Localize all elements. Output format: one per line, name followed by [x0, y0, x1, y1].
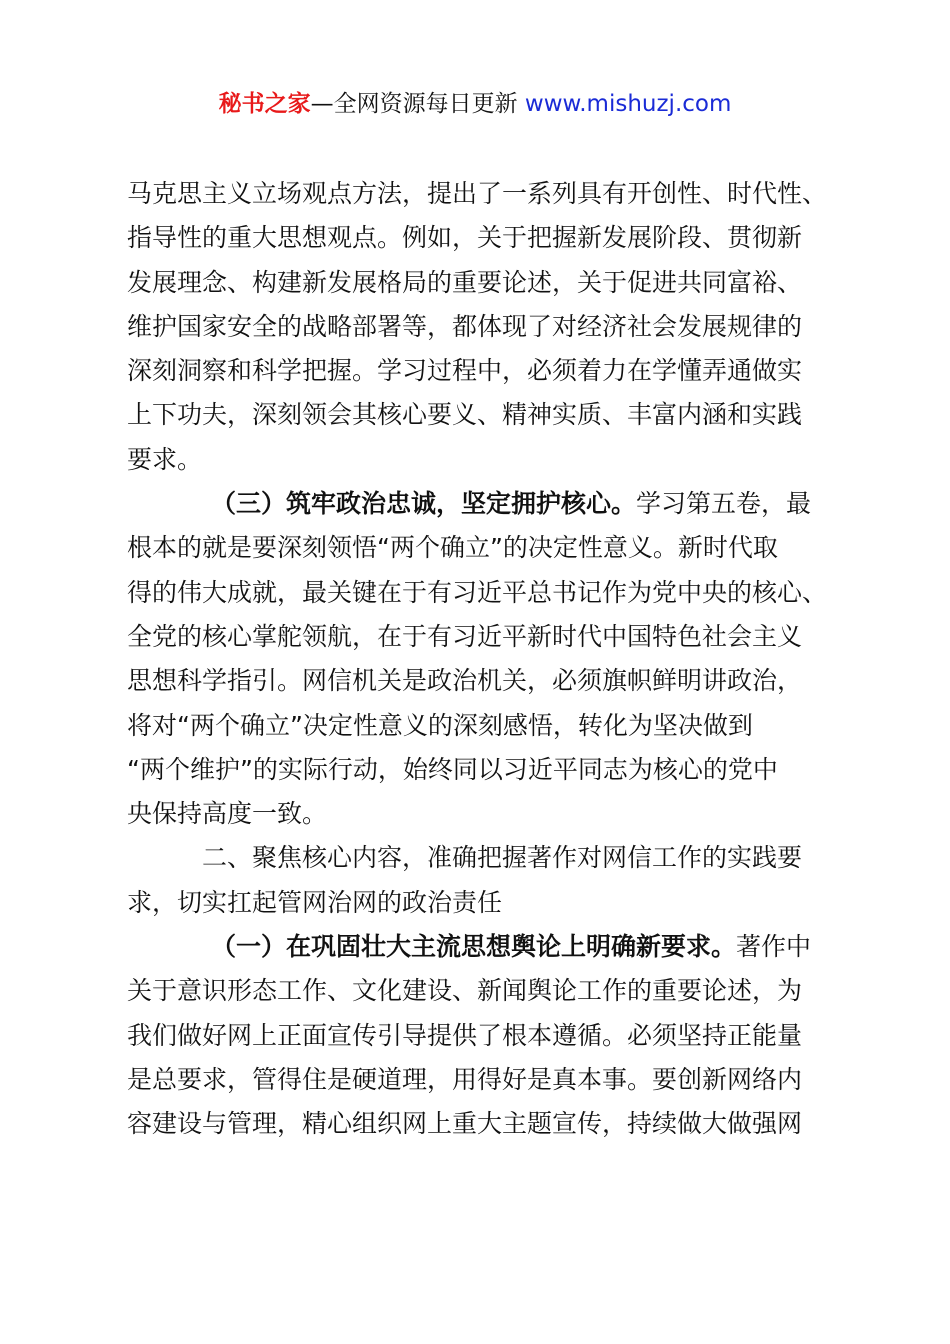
text-line: 要求。: [127, 444, 203, 474]
text-line: 深刻洞察和科学把握。学习过程中，必须着力在学懂弄通做实: [127, 356, 803, 386]
text-line: “两个维护”的实际行动，始终同以习近平同志为核心的党中: [127, 754, 778, 784]
text-line: 我们做好网上正面宣传引导提供了根本遵循。必须坚持正能量: [127, 1020, 803, 1050]
text-line: 马克思主义立场观点方法，提出了一系列具有开创性、时代性、: [127, 179, 828, 208]
text-line: [127, 925, 847, 969]
text-line: 容建设与管理，精心组织网上重大主题宣传，持续做大做强网: [127, 1109, 803, 1139]
text-line: 求，切实扛起管网治网的政治责任: [127, 887, 503, 917]
text-line: 是总要求，管得住是硬道理，用得好是真本事。要创新网络内: [127, 1064, 803, 1094]
text-line: [127, 482, 847, 526]
text-line: 央保持高度一致。: [127, 799, 328, 829]
header-tagline: —全网资源每日更新: [310, 91, 518, 117]
paragraph-1: [127, 172, 847, 482]
text-fragment: 著作中: [736, 932, 812, 962]
paragraph-3: [127, 925, 847, 1146]
text-line: 得的伟大成就，最关键在于有习近平总书记作为党中央的核心、: [127, 577, 828, 607]
text-fragment: 学习第五卷，最: [636, 489, 812, 519]
section-heading-1: （一）在巩固壮大主流思想舆论上明确新要求。: [211, 932, 737, 962]
page-header: [0, 88, 950, 120]
text-line: 上下功夫，深刻领会其核心要义、精神实质、丰富内涵和实践: [127, 400, 803, 430]
text-line: 根本的就是要深刻领悟“两个确立”的决定性意义。新时代取: [127, 533, 778, 563]
section-heading-2: [127, 836, 847, 925]
text-line: 发展理念、构建新发展格局的重要论述，关于促进共同富裕、: [127, 267, 803, 297]
text-line: 维护国家安全的战略部署等，都体现了对经济社会发展规律的: [127, 311, 803, 341]
text-line: 二、聚焦核心内容，准确把握著作对网信工作的实践要: [202, 843, 803, 873]
text-line: 全党的核心掌舵领航，在于有习近平新时代中国特色社会主义: [127, 621, 803, 651]
text-line: 将对“两个确立”决定性意义的深刻感悟，转化为坚决做到: [127, 710, 753, 740]
header-url-link[interactable]: www.mishuzj.com: [524, 91, 732, 117]
text-line: 思想科学指引。网信机关是政治机关，必须旗帜鲜明讲政治，: [127, 666, 803, 696]
document-body: [127, 172, 847, 1147]
text-line: 指导性的重大思想观点。例如，关于把握新发展阶段、贯彻新: [127, 223, 803, 253]
header-brand: 秘书之家: [218, 91, 311, 117]
text-line: 关于意识形态工作、文化建设、新闻舆论工作的重要论述，为: [127, 976, 803, 1006]
paragraph-2: [127, 482, 847, 836]
section-heading-3: （三）筑牢政治忠诚，坚定拥护核心。: [211, 489, 637, 519]
